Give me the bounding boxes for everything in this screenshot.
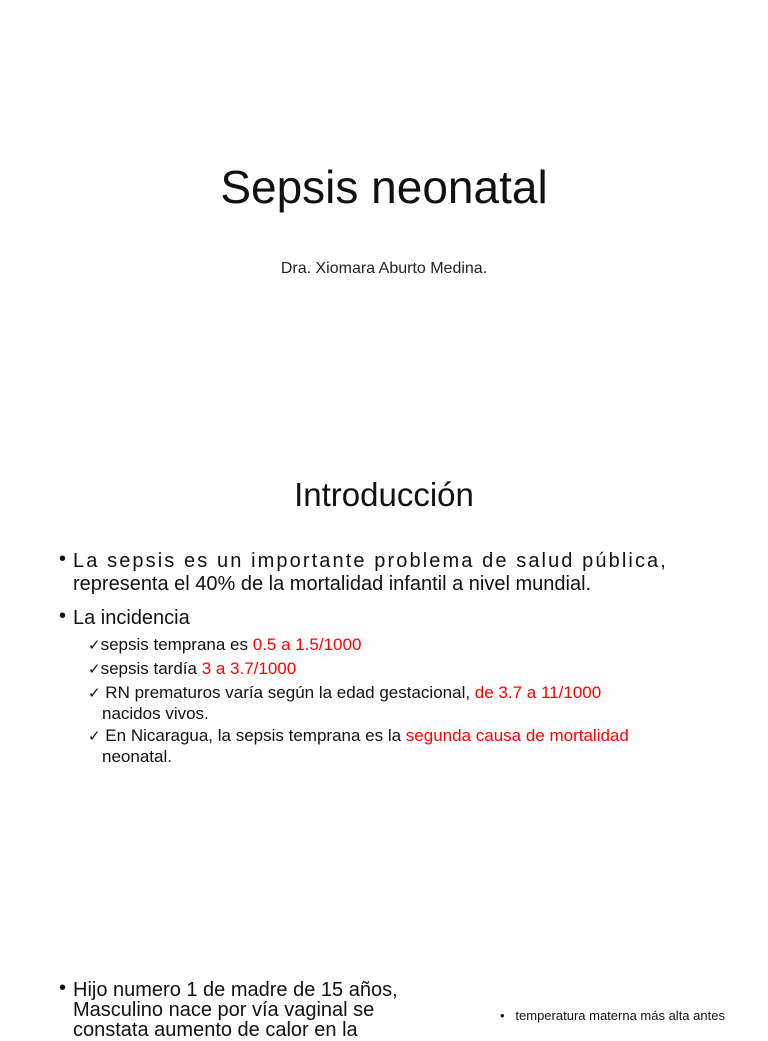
slide-heading: Introducción: [294, 476, 474, 513]
checkmark-icon: ✓: [88, 661, 101, 678]
sub-item-text: sepsis tardía: [100, 659, 202, 678]
bullet-text: temperatura materna más alta antes: [515, 1008, 725, 1023]
sub-item-prematuros: [88, 683, 601, 724]
bullet-case-history: [59, 977, 443, 1041]
bullet-public-health: [59, 548, 723, 596]
bullet-incidencia: [59, 605, 190, 630]
sub-item-text: RN prematuros varía según la edad gestacional,: [100, 683, 475, 702]
checkmark-icon: ✓: [88, 728, 101, 745]
sub-item-highlight: segunda causa de mortalidad: [405, 726, 629, 745]
bullet-dot: •: [59, 977, 67, 999]
slide-subtitle: Dra. Xiomara Aburto Medina.: [280, 260, 488, 277]
case-line-3: constata aumento de calor en la: [73, 1019, 358, 1041]
bullet-text-line1: La sepsis es un importante problema de salud pública,: [73, 550, 668, 572]
case-line-2: Masculino nace por vía vaginal se: [73, 999, 375, 1021]
bullet-text: La incidencia: [73, 607, 190, 629]
bullet-text-line2: representa el 40% de la mortalidad infantil a nivel mundial.: [73, 573, 592, 595]
checkmark-icon: ✓: [88, 637, 101, 654]
sub-item-text: sepsis temprana es: [100, 635, 253, 654]
sub-item-highlight: de 3.7 a 11/1000: [474, 683, 602, 702]
sub-item-highlight: 3 a 3.7/1000: [201, 659, 297, 678]
sub-item-sepsis-temprana: [88, 635, 361, 656]
slide-introduccion: [0, 432, 768, 852]
slide-title-heading: Sepsis neonatal: [220, 161, 548, 213]
sub-item-text: En Nicaragua, la sepsis temprana es la: [100, 726, 406, 745]
bullet-dot: •: [59, 548, 67, 570]
sub-item-continuation: neonatal.: [102, 747, 172, 766]
sub-item-sepsis-tardia: [88, 659, 296, 680]
slide-case: [0, 960, 768, 1041]
bullet-temperatura: [500, 1008, 725, 1023]
sub-item-highlight: 0.5 a 1.5/1000: [252, 635, 362, 654]
sub-item-continuation: nacidos vivos.: [102, 704, 209, 723]
checkmark-icon: ✓: [88, 685, 101, 702]
sub-item-nicaragua: [88, 726, 629, 767]
bullet-dot: •: [500, 1008, 505, 1023]
case-line-1: Hijo numero 1 de madre de 15 años,: [73, 979, 398, 1001]
slide-title: [0, 0, 768, 384]
bullet-dot: •: [59, 605, 67, 627]
